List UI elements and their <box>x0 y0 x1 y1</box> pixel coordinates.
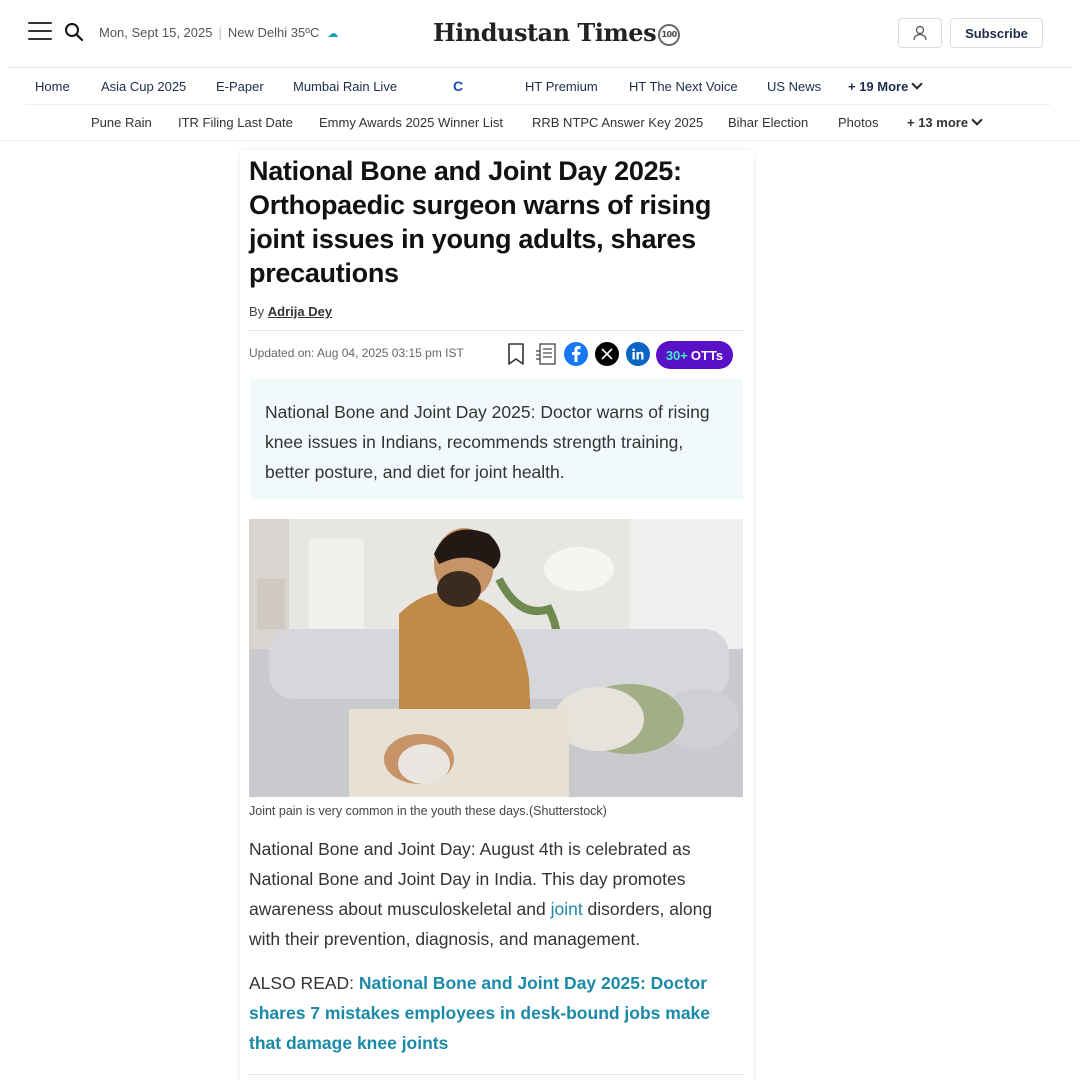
cricket-icon[interactable]: C <box>453 78 464 94</box>
nav-us-news[interactable]: US News <box>767 79 822 94</box>
otts-label: OTTs <box>690 347 724 363</box>
facebook-icon[interactable] <box>564 342 588 366</box>
article-bottom-divider <box>249 1074 743 1075</box>
nav-more-trending-dropdown[interactable] <box>907 115 981 130</box>
para-text-before: National Bone and Joint Day: August 4th is celebrated as National Bone and Joint Day in India. This day promotes awareness about musculoskeletal and <box>249 839 691 919</box>
nav-pune-rain[interactable]: Pune Rain <box>91 115 152 130</box>
nav-more-label: + 19 More <box>848 79 909 94</box>
nav-more-trending-label: + 13 more <box>907 115 969 130</box>
otts-promo-button[interactable] <box>656 341 733 369</box>
user-account-button[interactable] <box>898 18 942 48</box>
nav-itr-filing[interactable]: ITR Filing Last Date <box>178 115 293 130</box>
dateline: Mon, Sept 15, 2025 | New Delhi 35ºC ☁ <box>99 25 339 41</box>
also-read-prefix: ALSO READ: <box>249 973 359 993</box>
centenary-badge: 100 <box>658 24 680 46</box>
para-text-after: disorders, along with their prevention, diagnosis, and management. <box>249 899 713 949</box>
epaper-icon[interactable] <box>533 342 557 366</box>
also-read <box>249 968 743 1058</box>
otts-count: 30+ <box>665 347 688 363</box>
nav-ht-next-voice[interactable]: HT The Next Voice <box>629 79 738 94</box>
article-paragraph <box>249 834 743 954</box>
linkedin-icon[interactable] <box>626 342 650 366</box>
nav-photos[interactable]: Photos <box>838 115 879 130</box>
article-headline: National Bone and Joint Day 2025: Orthopaedic surgeon warns of rising joint issues in young adults, shares precautions <box>249 156 712 288</box>
header-divider <box>8 67 1072 68</box>
primary-nav <box>0 70 1080 104</box>
logo-text: Hindustan Times <box>433 18 657 47</box>
hero-image <box>249 519 743 797</box>
nav-ht-premium[interactable]: HT Premium <box>525 79 598 94</box>
top-header <box>0 0 1080 68</box>
nav-more-dropdown[interactable] <box>848 79 921 94</box>
subscribe-button[interactable]: Subscribe <box>950 18 1043 48</box>
byline <box>249 304 332 319</box>
nav-emmy-awards[interactable]: Emmy Awards 2025 Winner List <box>319 115 503 130</box>
also-read-link[interactable]: National Bone and Joint Day 2025: Doctor shares 7 mistakes employees in desk-bound jobs make that damage knee joints <box>249 973 711 1053</box>
weather-text: New Delhi 35ºC <box>227 25 320 40</box>
menu-icon[interactable] <box>28 22 52 44</box>
joint-topic-link[interactable]: joint <box>550 899 583 919</box>
image-caption: Joint pain is very common in the youth these days.(Shutterstock) <box>249 804 607 818</box>
article-summary: National Bone and Joint Day 2025: Doctor warns of rising knee issues in Indians, recommends strength training, better posture, and diet for joint health. <box>250 379 743 499</box>
updated-timestamp: Updated on: Aug 04, 2025 03:15 pm IST <box>249 346 464 360</box>
byline-divider <box>249 330 743 331</box>
trending-nav <box>0 106 1080 140</box>
search-icon[interactable] <box>64 22 86 44</box>
bookmark-icon[interactable] <box>505 342 529 366</box>
nav-bihar-election[interactable]: Bihar Election <box>728 115 809 130</box>
author-link[interactable]: Adrija Dey <box>267 304 333 319</box>
byline-prefix: By <box>249 304 265 319</box>
nav-mumbai-rain-live[interactable]: Mumbai Rain Live <box>293 79 398 94</box>
weather-icon: ☁ <box>327 28 339 41</box>
nav-home[interactable]: Home <box>35 79 70 94</box>
nav-divider <box>0 140 1080 141</box>
x-twitter-icon[interactable] <box>595 342 619 366</box>
nav-rrb-ntpc[interactable]: RRB NTPC Answer Key 2025 <box>532 115 704 130</box>
site-logo[interactable] <box>433 18 680 47</box>
nav-e-paper[interactable]: E-Paper <box>216 79 264 94</box>
chevron-down-icon <box>971 114 982 125</box>
chevron-down-icon <box>912 78 923 89</box>
nav-asia-cup-2025[interactable]: Asia Cup 2025 <box>101 79 187 94</box>
user-icon <box>912 25 928 41</box>
nav-divider <box>25 104 1050 105</box>
date-text: Mon, Sept 15, 2025 <box>99 25 213 40</box>
